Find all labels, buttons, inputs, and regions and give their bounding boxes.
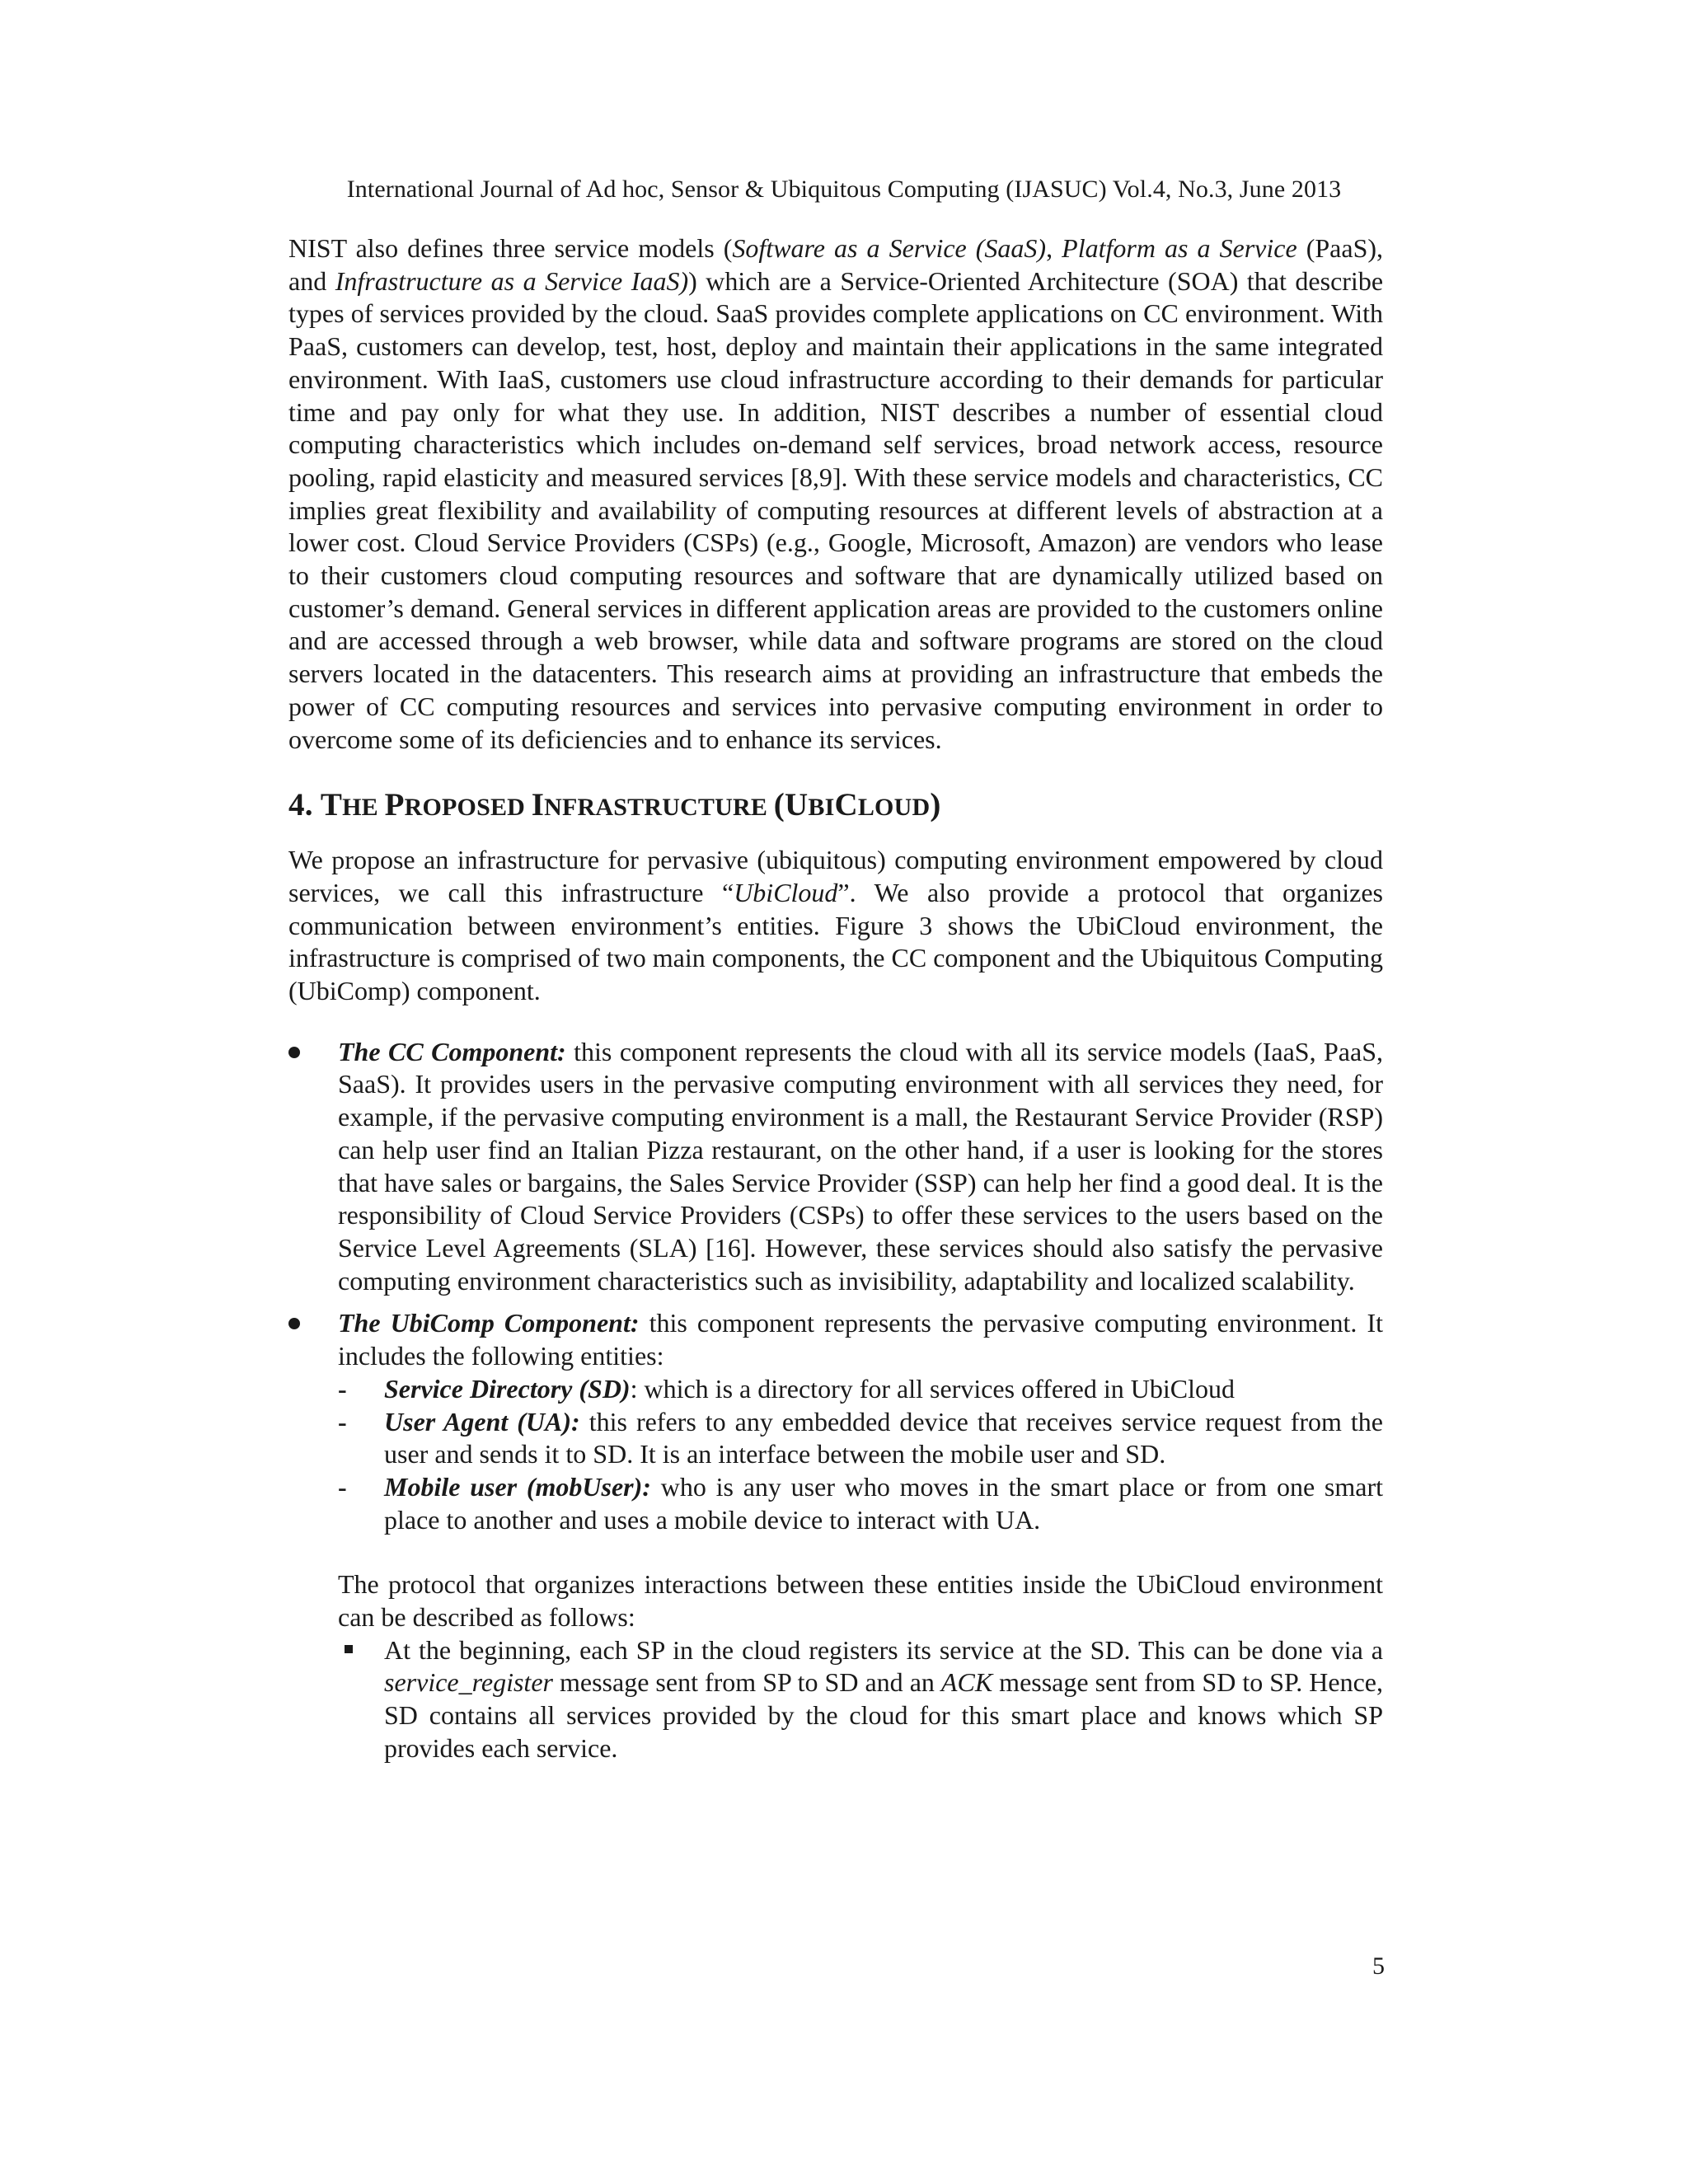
iaas-term: Infrastructure as a Service IaaS) [335, 265, 689, 296]
section-heading: 4. THE PROPOSED INFRASTRUCTURE (UBICLOUD) [288, 787, 941, 823]
square-bullet-icon [345, 1645, 353, 1653]
ubicomp-component-text: this component represents the pervasive computing environment. It includes the following entities: [338, 1308, 1384, 1371]
running-header: International Journal of Ad hoc, Sensor & Ubiquitous Computing (IJASUC) Vol.4, No.3, June 2013 [346, 176, 1342, 203]
ubicloud-term: UbiCloud [734, 877, 838, 907]
paas-term: Platform as a Service [1062, 233, 1297, 263]
protocol-steps [338, 1634, 1383, 1765]
bullet-icon [288, 1047, 300, 1058]
bullet-icon [288, 1318, 300, 1329]
section-intro-paragraph: We propose an infrastructure for pervasive (ubiquitous) computing environment empowered by cloud services, we call this infrastructure “UbiCloud”. We also provide a protocol that organizes communication between environment’s entities. Figure 3 shows the UbiCloud environment, the infrastructure is comprised of two main components, the CC component and the Ubiquitous Computing (UbiComp) component. [288, 845, 1384, 1006]
list-item-cc-component [288, 1036, 1383, 1298]
list-item-mobile-user: - Mobile user (mobUser): who is any user who moves in the smart place or from one smart place to another and uses a mobile device to interact with UA. [338, 1471, 1384, 1535]
list-item-service-directory: - Service Directory (SD): which is a directory for all services offered in UbiCloud [338, 1373, 1383, 1406]
entity-list [338, 1373, 1383, 1537]
intro-paragraph: NIST also defines three service models (Software as a Service (SaaS), Platform as a Service (PaaS), and Infrastructure as a Service IaaS)) which are a Service-Oriented Architecture (SOA) that describe types of services provided by the cloud. SaaS provides complete applications on CC environment. With PaaS, customers can develop, test, host, deploy and maintain their applications in the same integrated environment. With IaaS, customers use cloud infrastructure according to their demands for particular time and pay only for what they use. In addition, NIST describes a number of essential cloud computing characteristics which includes on-demand self services, broad network access, resource pooling, rapid elasticity and measured services [8,9]. With these service models and characteristics, CC implies great flexibility and availability of computing resources at different levels of abstraction at a lower cost. Cloud Service Providers (CSPs) (e.g., Google, Microsoft, Amazon) are vendors who lease to their customers cloud computing resources and software that are dynamically utilized based on customer’s demand. General services in different application areas are provided to the customers online and are accessed through a web browser, while data and software programs are stored on the cloud servers located in the datacenters. This research aims at providing an infrastructure that embeds the power of CC computing resources and services into pervasive computing environment in order to overcome some of its deficiencies and to enhance its services. [288, 233, 1384, 754]
dash-marker: - [338, 1471, 347, 1502]
saas-term: Software as a Service (SaaS) [732, 233, 1047, 263]
dash-marker: - [338, 1373, 347, 1404]
page-number: 5 [1372, 1952, 1385, 1980]
protocol-step: At the beginning, each SP in the cloud registers its service at the SD. This can be done via a service_register message sent from SP to SD and an ACK message sent from SD to SP. Hence, SD contains all services provided by the cloud for this smart place and knows which SP provides each service. [338, 1634, 1383, 1765]
dash-marker: - [338, 1406, 347, 1436]
component-list [288, 1036, 1383, 1537]
list-item-user-agent: - User Agent (UA): this refers to any embedded device that receives service request from the user and sends it to SD. It is an interface between the mobile user and SD. [338, 1406, 1384, 1469]
page-body [288, 232, 1383, 1765]
list-item-ubicomp-component [288, 1307, 1383, 1536]
service-register-message: service_register [384, 1667, 553, 1698]
ack-message: ACK [940, 1667, 993, 1698]
ubicomp-component-title: The UbiComp Component: [338, 1308, 640, 1338]
cc-component-title: The CC Component: [338, 1036, 566, 1066]
protocol-intro: The protocol that organizes interactions between these entities inside the UbiCloud environment can be described as follows: [338, 1569, 1383, 1633]
cc-component-text: this component represents the cloud with all its service models (IaaS, PaaS, SaaS). It provides users in the pervasive computing environment with all services they need, for example, if the pervasive computing environment is a mall, the Restaurant Service Provider (RSP) can help user find an Italian Pizza restaurant, on the other hand, if a user is looking for the stores that have sales or bargains, the Sales Service Provider (SSP) can help her find a good deal. It is the responsibility of Cloud Service Providers (CSPs) to offer these services to the users based on the Service Level Agreements (SLA) [16]. However, these services should also satisfy the pervasive computing environment characteristics such as invisibility, adaptability and localized scalability. [338, 1036, 1384, 1296]
